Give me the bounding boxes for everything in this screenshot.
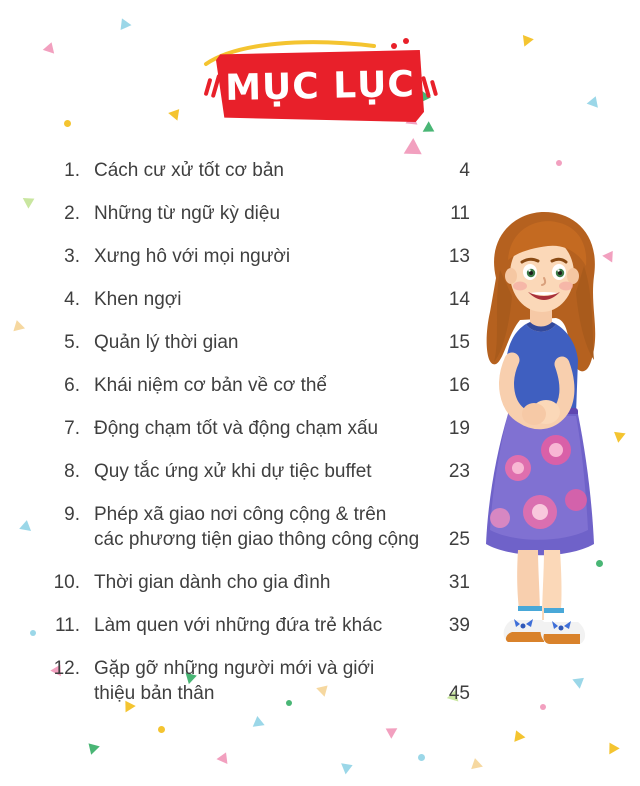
- toc-entry-number: 10.: [53, 572, 80, 593]
- confetti-triangle: [341, 760, 355, 775]
- confetti-triangle: [469, 757, 483, 769]
- confetti-triangle: [604, 740, 619, 755]
- toc-entry[interactable]: [40, 459, 470, 484]
- toc-entry-title[interactable]: Thời gian dành cho gia đình: [94, 572, 331, 593]
- confetti-triangle: [511, 728, 526, 742]
- toc-entry[interactable]: [40, 201, 470, 226]
- toc-entry-page: 19: [448, 418, 470, 439]
- toc-entry[interactable]: [40, 244, 470, 269]
- confetti-dot: [30, 630, 36, 636]
- confetti-triangle: [19, 519, 33, 531]
- toc-entry-number: 4.: [64, 289, 80, 310]
- toc-entry-page: 15: [448, 332, 470, 353]
- toc-entry[interactable]: [40, 416, 470, 441]
- toc-entry-page: 45: [448, 683, 470, 704]
- confetti-triangle: [572, 673, 587, 689]
- toc-entry-page: 16: [448, 375, 470, 396]
- confetti-triangle: [11, 319, 25, 332]
- toc-entry-page: 4: [459, 160, 470, 181]
- banner-tick-right: [430, 80, 438, 96]
- toc-entry-page: 31: [448, 572, 470, 593]
- toc-entry-number: 9.: [64, 504, 80, 525]
- toc-entry-page: 39: [448, 615, 470, 636]
- toc-entry-number: 1.: [64, 160, 80, 181]
- confetti-triangle: [423, 121, 438, 136]
- girl-character-illustration: [460, 200, 620, 660]
- toc-entry-title[interactable]: Những từ ngữ kỳ diệu: [94, 203, 281, 224]
- toc-entry-page: 11: [450, 203, 470, 224]
- toc-entry[interactable]: [40, 502, 470, 552]
- toc-entry[interactable]: [40, 158, 470, 183]
- confetti-triangle: [404, 138, 423, 155]
- toc-entry-page: 13: [448, 246, 470, 267]
- title-banner: [0, 28, 640, 148]
- toc-entry-number: 7.: [64, 418, 80, 439]
- page-title: MỤC LỤC: [224, 63, 416, 109]
- toc-entry-title[interactable]: Quy tắc ứng xử khi dự tiệc buffet: [94, 461, 372, 482]
- toc-entry-title[interactable]: Cách cư xử tốt cơ bản: [94, 160, 284, 181]
- toc-entry-title[interactable]: Xưng hô với mọi người: [94, 246, 291, 267]
- toc-entry-number: 8.: [64, 461, 80, 482]
- toc-entry-number: 6.: [64, 375, 80, 396]
- toc-entry[interactable]: [40, 613, 470, 638]
- confetti-dot: [540, 704, 546, 710]
- confetti-triangle: [383, 723, 398, 738]
- toc-entry-number: 5.: [64, 332, 80, 353]
- toc-entry-page: 25: [448, 529, 470, 550]
- toc-entry-title[interactable]: Quản lý thời gian: [94, 332, 239, 353]
- toc-entry-number: 3.: [64, 246, 80, 267]
- toc-entry-title[interactable]: Khái niệm cơ bản về cơ thể: [94, 375, 327, 396]
- confetti-dot: [556, 160, 562, 166]
- toc-entry-number: 12.: [53, 658, 80, 679]
- confetti-dot: [158, 726, 165, 733]
- toc-entry[interactable]: [40, 330, 470, 355]
- table-of-contents: [40, 158, 470, 724]
- toc-entry-title[interactable]: Làm quen với những đứa trẻ khác: [94, 615, 383, 636]
- confetti-triangle: [84, 739, 100, 755]
- toc-entry-title[interactable]: Phép xã giao nơi công cộng & trên các phương tiện giao thông công cộng: [94, 504, 420, 550]
- confetti-dot: [418, 754, 425, 761]
- toc-entry[interactable]: [40, 373, 470, 398]
- confetti-triangle: [23, 193, 37, 208]
- confetti-triangle: [216, 750, 231, 764]
- toc-entry-title[interactable]: Động chạm tốt và động chạm xấu: [94, 418, 379, 439]
- toc-entry-page: 14: [448, 289, 470, 310]
- toc-entry-title[interactable]: Gặp gỡ những người mới và giới thiệu bản thân: [94, 658, 375, 704]
- toc-entry[interactable]: [40, 570, 470, 595]
- toc-entry-title[interactable]: Khen ngợi: [94, 289, 182, 310]
- toc-entry-page: 23: [448, 461, 470, 482]
- toc-entry-number: 11.: [54, 615, 80, 636]
- toc-entry[interactable]: [40, 656, 470, 706]
- toc-entry[interactable]: [40, 287, 470, 312]
- toc-entry-number: 2.: [64, 203, 80, 224]
